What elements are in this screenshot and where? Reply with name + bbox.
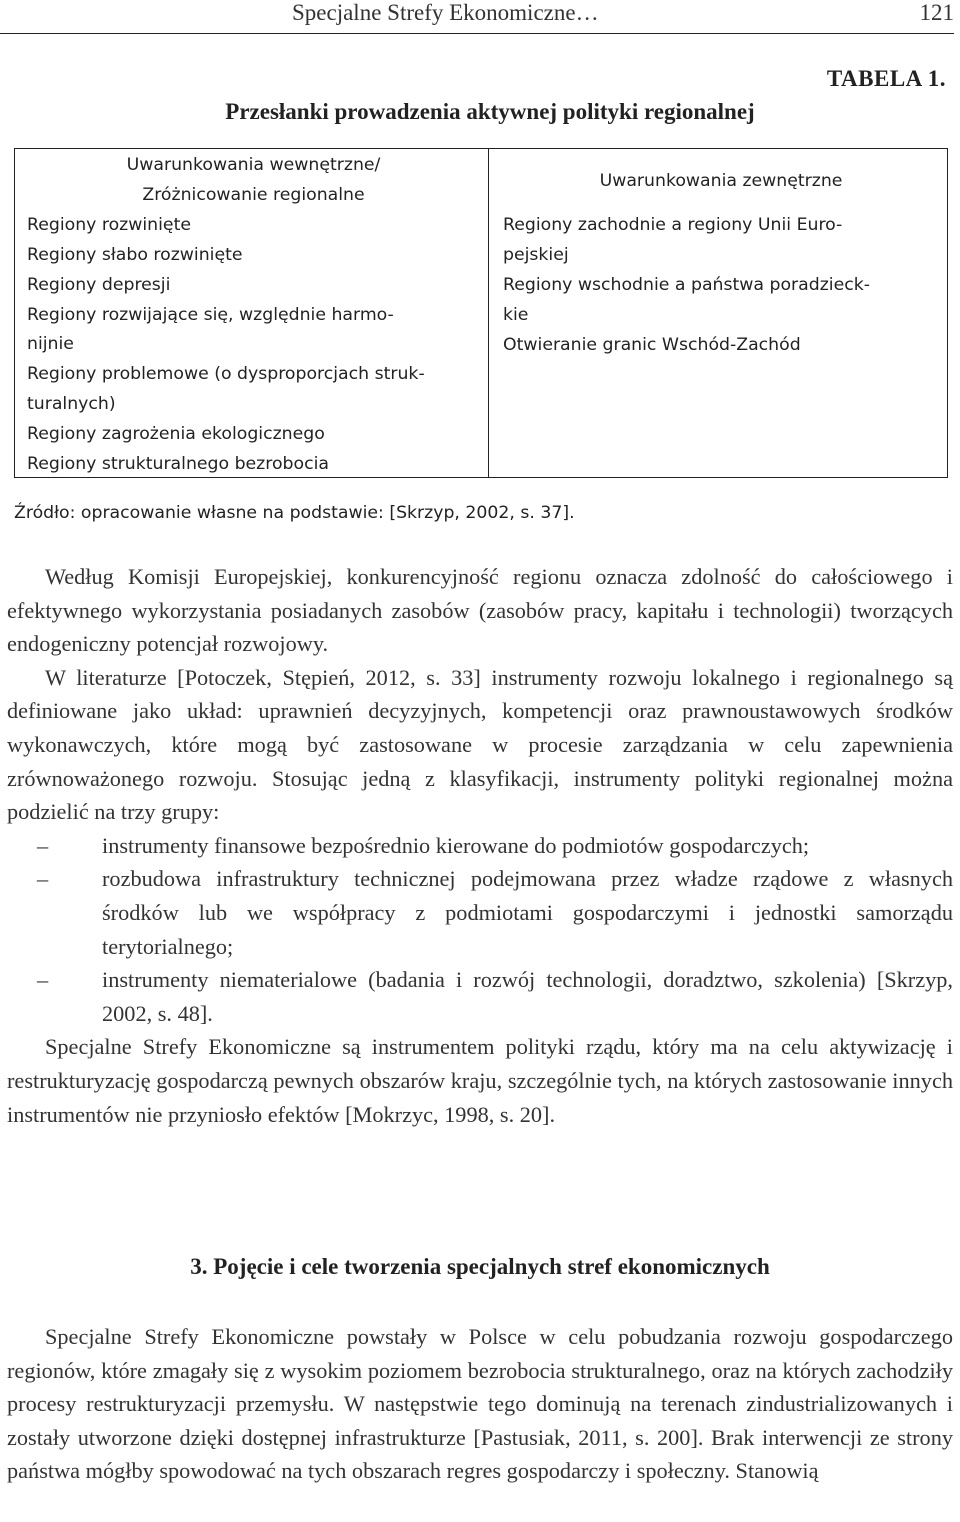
conditions-table [14, 148, 948, 478]
table-title: Przesłanki prowadzenia aktywnej polityki regionalnej [225, 99, 755, 124]
table-item: Regiony zachodnie a regiony Unii Euro- [503, 215, 843, 235]
list-item-text: instrumenty niematerialowe (badania i rozwój technologii, doradztwo, szkolenia) [Skrzyp, 2002, s. 48]. [102, 967, 953, 1026]
table-item: Regiony wschodnie a państwa poradzieck- [503, 274, 870, 295]
running-header [0, 0, 954, 34]
table-item: kie [503, 304, 529, 325]
page-number: 121 [919, 0, 954, 25]
dash-bullet: – [37, 967, 49, 993]
paragraph: Specjalne Strefy Ekonomiczne są instrumentem polityki rządu, który ma na celu aktywizację i restrukturyzację gospodarczą pewnych obszarów kraju, szczególnie tych, na których zastosowanie innych instrumentów nie przyniosło efektów [Mokrzyc, 1998, s. 20]. [7, 1034, 953, 1127]
paragraph: Według Komisji Europejskiej, konkurencyjność regionu oznacza zdolność do całościowego i efektywnego wykorzystania posiadanych zasobów (zasobów pracy, kapitału i technologii) tworzących endogeniczny potencjał rozwojowy. [7, 564, 953, 657]
table-item: Regiony rozwijające się, względnie harmo- [27, 304, 394, 325]
table-source: Źródło: opracowanie własne na podstawie: [Skrzyp, 2002, s. 37]. [14, 503, 575, 523]
table-label: TABELA 1. [826, 66, 946, 91]
list-item-text: instrumenty finansowe bezpośrednio kierowane do podmiotów gospodarczych; [102, 832, 810, 858]
instrument-list [7, 829, 953, 1031]
table-item: Otwieranie granic Wschód-Zachód [503, 334, 801, 355]
internal-conditions-cell [15, 149, 489, 477]
external-conditions-cell [489, 149, 947, 477]
table-item: Regiony zagrożenia ekologicznego [27, 424, 325, 445]
paragraph: Specjalne Strefy Ekonomiczne powstały w Polsce w celu pobudzania rozwoju gospodarczego regionów, które zmagały się z wysokim poziomem bezrobocia strukturalnego, oraz na których zachodziły procesy restrukturyzacji przemysłu. W następstwie tego dominują na terenach zindustrializowanych i zostały utworzone dzięki dostępnej infrastrukturze [Pastusiak, 2011, s. 200]. Brak interwencji ze strony państwa mógłby spowodować na tych obszarach regres gospodarczy i społeczny. Stanowią [7, 1324, 953, 1484]
table-item: Regiony rozwinięte [27, 214, 191, 235]
heading-line: Zróżnicowanie regionalne [142, 184, 365, 205]
list-item-text: rozbudowa infrastruktury technicznej podejmowana przez władze rządowe z własnych środków lub we współpracy z podmiotami gospodarczymi i jednostki samorządu terytorialnego; [102, 866, 953, 959]
list-item [7, 829, 953, 863]
list-item [7, 862, 953, 963]
dash-bullet: – [37, 866, 49, 892]
internal-conditions-heading [27, 151, 480, 211]
table-item: nijnie [27, 334, 74, 355]
external-conditions-heading: Uwarunkowania zewnętrzne [599, 171, 843, 191]
section-title: 3. Pojęcie i cele tworzenia specjalnych stref ekonomicznych [190, 1254, 770, 1279]
table-item: Regiony słabo rozwinięte [27, 244, 243, 265]
paragraph: W literaturze [Potoczek, Stępień, 2012, s. 33] instrumenty rozwoju lokalnego i regionalnego są definiowane jako układ: uprawnień decyzyjnych, kompetencji oraz prawnoustawowych środków wykonawczych, które mogą być zastosowane w procesie zarządzania w celu zapewnienia zrównoważonego rozwoju. Stosując jedną z klasyfikacji, instrumenty polityki regionalnej można podzielić na trzy grupy: [7, 664, 953, 825]
table-item: Regiony problemowe (o dysproporcjach struk- [27, 364, 425, 385]
running-title: Specjalne Strefy Ekonomiczne… [292, 0, 599, 25]
table-item: pejskiej [503, 244, 569, 265]
list-item [7, 963, 953, 1030]
heading-line: Uwarunkowania wewnętrzne/ [126, 155, 381, 175]
table-item: Regiony strukturalnego bezrobocia [27, 454, 329, 475]
body-text [7, 560, 953, 1131]
table-item: turalnych) [27, 394, 116, 415]
section-body-text [7, 1320, 953, 1488]
dash-bullet: – [37, 832, 49, 858]
table-item: Regiony depresji [27, 274, 171, 295]
